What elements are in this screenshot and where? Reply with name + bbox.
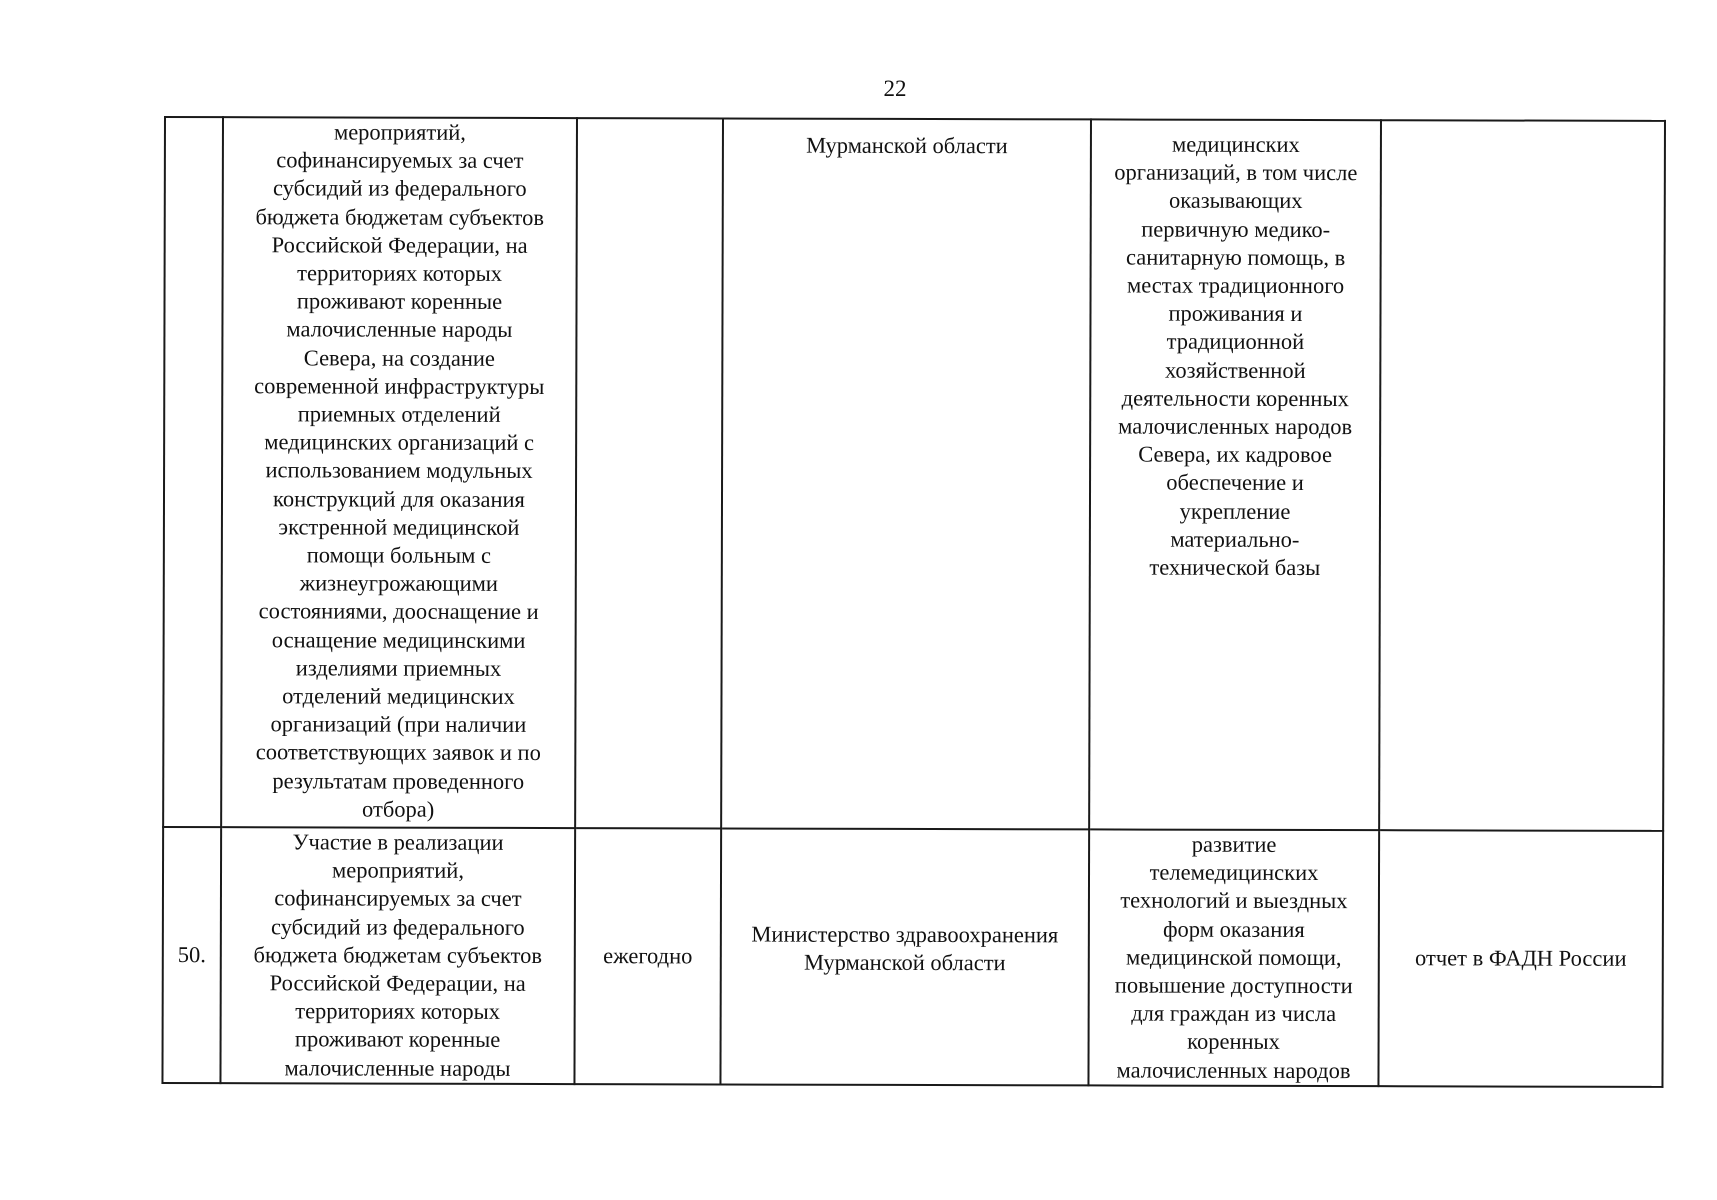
term-cell [575,118,723,828]
result-cell [1088,829,1379,1086]
executor-cell [720,828,1089,1085]
row-number-cell [163,117,223,827]
activities-table [161,116,1666,1088]
report-text: отчет в ФАДН России [1415,945,1627,971]
report-cell [1378,830,1663,1087]
activity-cell [220,827,575,1084]
report-cell [1379,120,1665,831]
row-number-cell [162,827,221,1083]
term-text: ежегодно [603,942,693,969]
activity-cell [221,117,577,828]
activity-text: Участие в реализации мероприятий, софинансируемых за счет субсидий из федерального бюджета бюджетам субъектов Российской Федерации, на территориях которых проживают коренные малочисленные народы [253,829,543,1081]
page-number: 22 [883,76,907,101]
executor-text: Мурманской области [806,132,1008,159]
activity-text: мероприятий, софинансируемых за счет субсидий из федерального бюджета бюджетам субъектов Российской Федерации, на территориях которых проживают коренные малочисленные народы Севера, на создание современной инфраструктуры приемных отделений медицинских организаций с использованием модульных конструкций для оказания экстренной медицинской помощи больным с жизнеугрожающими состояниями, дооснащение и оснащение медицинскими изделиями приемных отделений медицинских организаций (при наличии соответствующих заявок и по результатам проведенного отбора) [254,119,545,822]
result-text: развитие телемедицинских технологий и выездных форм оказания медицинской помощи, повышение доступности для граждан из числа коренных малочисленных народов [1114,831,1353,1083]
term-cell [574,828,721,1084]
row-number: 50. [177,941,206,967]
result-text: медицинских организаций, в том числе оказывающих первичную медико- санитарную помощь, в местах традиционного проживания и традиционной хозяйственной деятельности коренных малочисленных народов Севера, их кадровое обеспечение и укрепление материально- технической базы [1114,131,1358,581]
result-cell [1089,119,1381,830]
table-row [162,827,1663,1087]
report-text [1390,121,1656,122]
table-row [163,117,1665,831]
executor-cell [721,118,1091,829]
executor-text: Министерство здравоохранения Мурманской области [751,921,1059,976]
